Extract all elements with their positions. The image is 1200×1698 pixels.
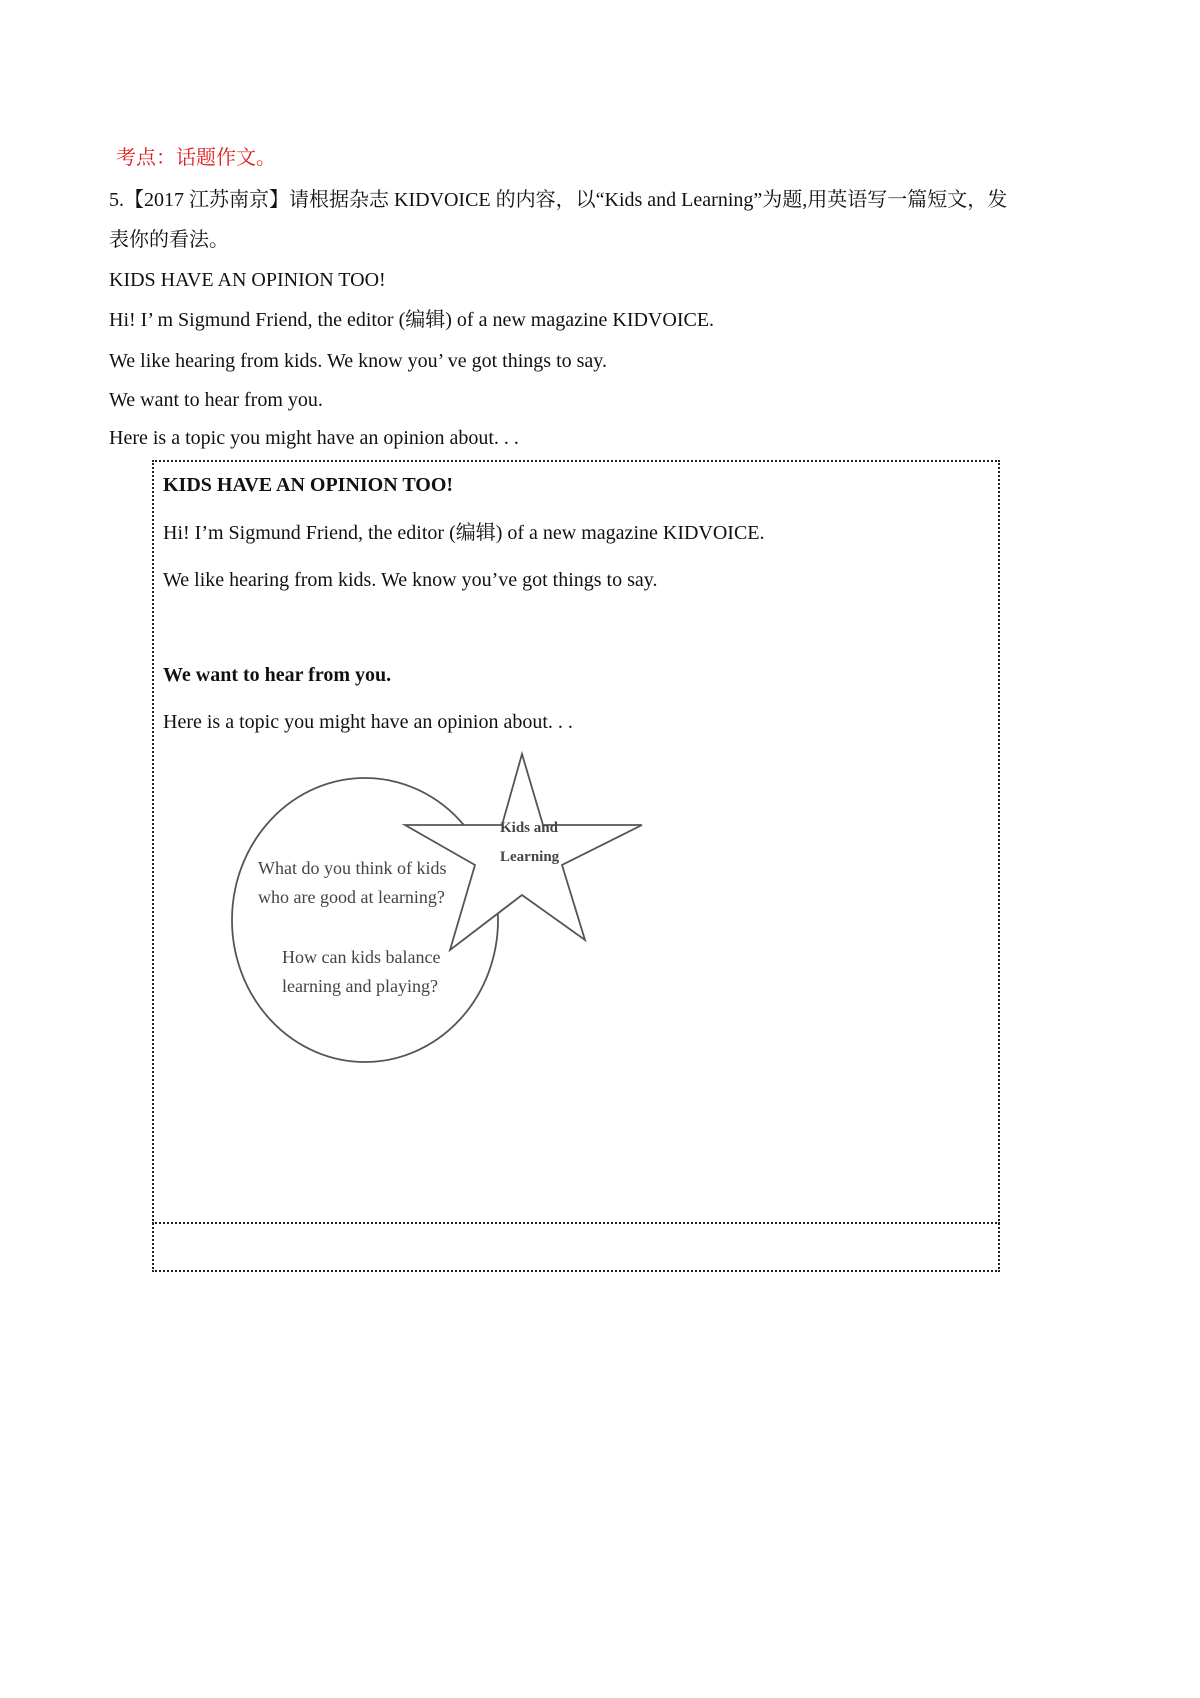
heading-plain: KIDS HAVE AN OPINION TOO! [109, 269, 386, 291]
topic-label: 考点：话题作文。 [116, 147, 276, 169]
box-divider [152, 1222, 1000, 1224]
question-1-line-2: who are good at learning? [258, 887, 445, 907]
question-1-line-1: What do you think of kids [258, 858, 447, 878]
question-2-line-2: learning and playing? [282, 976, 438, 996]
box-want: We want to hear from you. [163, 664, 392, 686]
box-topic: Here is a topic you might have an opinion about. . . [163, 711, 573, 733]
intro-plain: Hi! I’ m Sigmund Friend, the editor (编辑) of a new magazine KIDVOICE. [109, 309, 715, 331]
kids-learning-diagram [230, 740, 650, 1070]
star-label-line-1: Kids and [500, 820, 558, 836]
topic-plain: Here is a topic you might have an opinion about. . . [109, 427, 519, 449]
box-like: We like hearing from kids. We know you’ve got things to say. [163, 569, 658, 591]
question-text-line-1: 5.【2017 江苏南京】请根据杂志 KIDVOICE 的内容，以“Kids and Learning”为题,用英语写一篇短文，发 [109, 189, 1008, 211]
box-intro: Hi! I’m Sigmund Friend, the editor (编辑) of a new magazine KIDVOICE. [163, 522, 765, 544]
question-2-line-1: How can kids balance [282, 947, 441, 967]
want-plain: We want to hear from you. [109, 389, 323, 411]
like-plain: We like hearing from kids. We know you’ ve got things to say. [109, 350, 607, 372]
box-heading: KIDS HAVE AN OPINION TOO! [163, 474, 454, 496]
question-text-line-2: 表你的看法。 [109, 229, 229, 251]
star-label-line-2: Learning [500, 849, 560, 865]
